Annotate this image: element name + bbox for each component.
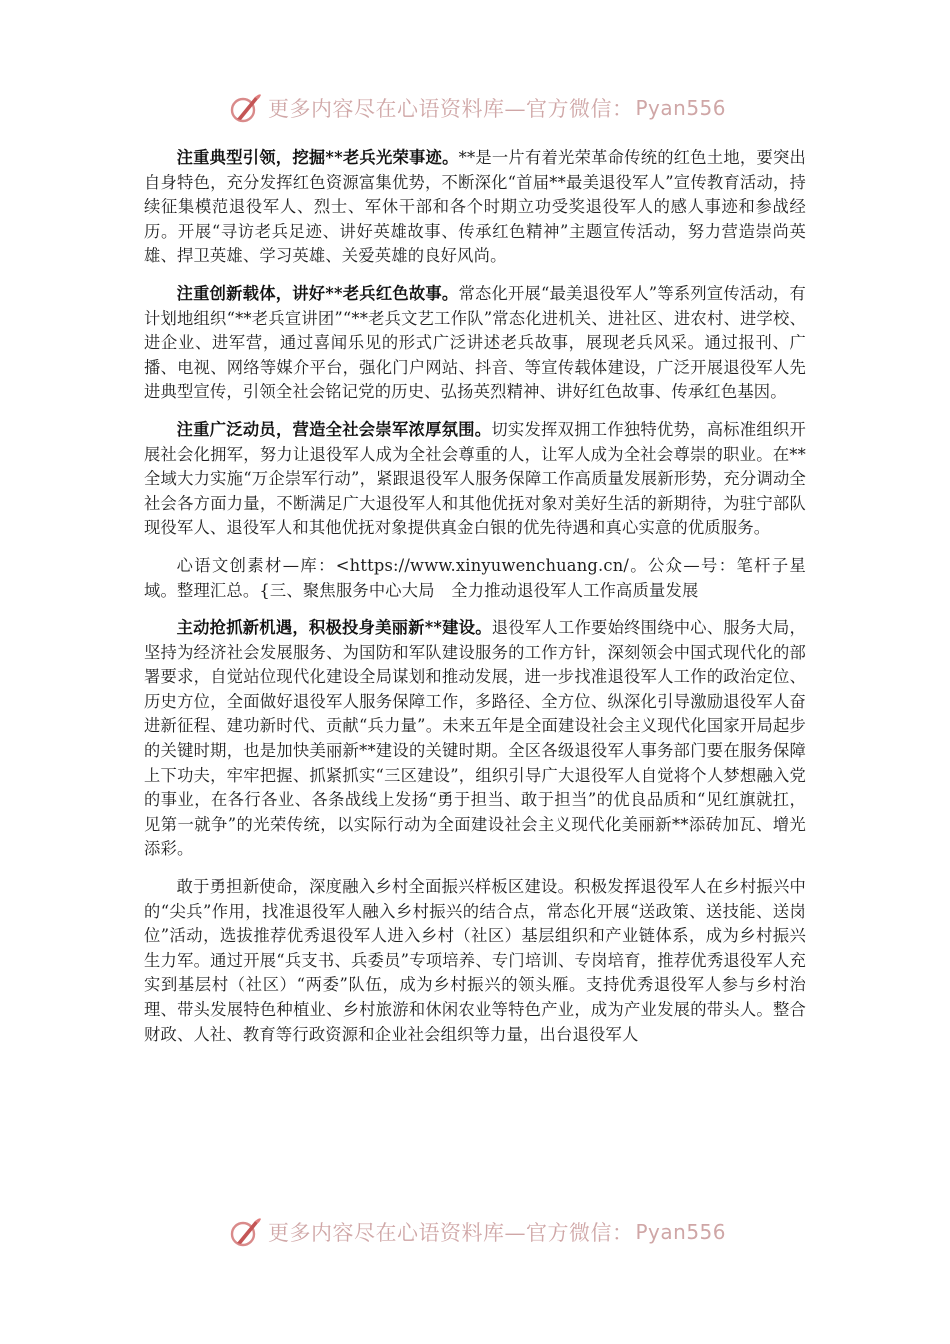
quill-logo-icon xyxy=(228,1215,262,1249)
paragraph xyxy=(144,616,806,862)
watermark-wechat-id: Pyan556 xyxy=(635,96,727,120)
paragraph xyxy=(144,554,806,603)
paragraph-text: 常态化开展“最美退役军人”等系列宣传活动，有计划地组织“**老兵宣讲团”“**老兵文艺工作队”常态化进机关、进社区、进农村、进学校、进企业、进军营，通过喜闻乐见的形式广泛讲述老兵故事，展现老兵风采。通过报刊、广播、电视、网络等媒介平台，强化门户网站、抖音、等宣传载体建设，广泛开展退役军人先进典型宣传，引领全社会铭记党的历史、弘扬英烈精神、讲好红色故事、传承红色基因。 xyxy=(144,283,806,402)
paragraph-heading: 注重广泛动员，营造全社会崇军浓厚氛围。 xyxy=(176,419,492,439)
paragraph-heading: 注重典型引领，挖掘**老兵光荣事迹。 xyxy=(176,148,459,167)
watermark-wechat-id: Pyan556 xyxy=(635,1220,727,1244)
paragraph-text: **是一片有着光荣革命传统的红色土地，要突出自身特色，充分发挥红色资源富集优势，不断深化“首届**最美退役军人”宣传教育活动，持续征集模范退役军人、烈士、军休干部和各个时期立功受奖退役军人的感人事迹和参战经历。开展“寻访老兵足迹、讲好英雄故事、传承红色精神”主题宣传活动，努力营造崇尚英雄、捍卫英雄、学习英雄、关爱英雄的良好风尚。 xyxy=(144,148,806,266)
paragraph xyxy=(144,282,806,405)
quill-logo-icon xyxy=(228,91,262,125)
watermark-text: 更多内容尽在心语资料库—官方微信： xyxy=(268,1221,634,1245)
paragraph xyxy=(144,875,806,1047)
paragraph-text: 敢于勇担新使命，深度融入乡村全面振兴样板区建设。积极发挥退役军人在乡村振兴中的“尖兵”作用，找准退役军人融入乡村振兴的结合点，常态化开展“送政策、送技能、送岗位”活动，选拔推荐优秀退役军人进入乡村（社区）基层组织和产业链体系，成为乡村振兴生力军。通过开展“兵支书、兵委员”专项培养、专门培训、专岗培育，推荐优秀退役军人充实到基层村（社区）“两委”队伍，成为乡村振兴的领头雁。支持优秀退役军人参与乡村治理、带头发展特色种植业、乡村旅游和休闲农业等特色产业，成为产业发展的带头人。整合财政、人社、教育等行政资源和企业社会组织等力量，出台退役军人 xyxy=(144,877,806,1044)
paragraph-text: 心语文创素材—库：<https://www.xinyuwenchuang.cn/。公众—号：笔杆子星域。整理汇总。{三、聚焦服务中心大局 全力推动退役军人工作高质量发展 xyxy=(144,555,806,600)
document-body xyxy=(144,146,806,1060)
paragraph-heading: 主动抢抓新机遇，积极投身美丽新**建设。 xyxy=(176,618,492,638)
paragraph xyxy=(144,146,806,269)
watermark-header xyxy=(228,90,726,126)
watermark-text: 更多内容尽在心语资料库—官方微信： xyxy=(268,97,634,121)
paragraph-text: 退役军人工作要始终围绕中心、服务大局，坚持为经济社会发展服务、为国防和军队建设服务的工作方针，深刻领会中国式现代化的部署要求，自觉站位现代化建设全局谋划和推动发展，进一步找准退役军人工作的政治定位、历史方位，全面做好退役军人服务保障工作，多路径、全方位、纵深化引导激励退役军人奋进新征程、建功新时代、贡献“兵力量”。未来五年是全面建设社会主义现代化国家开局起步的关键时期，也是加快美丽新**建设的关键时期。全区各级退役军人事务部门要在服务保障上下功夫，牢牢把握、抓紧抓实“三区建设”，组织引导广大退役军人自觉将个人梦想融入党的事业，在各行各业、各条战线上发扬“勇于担当、敢于担当”的优良品质和“见红旗就扛，见第一就争”的光荣传统，以实际行动为全面建设社会主义现代化美丽新**添砖加瓦、增光添彩。 xyxy=(144,618,806,859)
watermark-footer xyxy=(228,1214,726,1250)
paragraph-heading: 注重创新载体，讲好**老兵红色故事。 xyxy=(176,283,459,303)
paragraph xyxy=(144,418,806,541)
paragraph-text: 切实发挥双拥工作独特优势，高标准组织开展社会化拥军，努力让退役军人成为全社会尊重的人，让军人成为全社会尊崇的职业。在**全域大力实施“万企崇军行动”，紧跟退役军人服务保障工作高质量发展新形势，充分调动全社会各方面力量，不断满足广大退役军人和其他优抚对象对美好生活的新期待，为驻宁部队现役军人、退役军人和其他优抚对象提供真金白银的优先待遇和真心实意的优质服务。 xyxy=(144,419,806,538)
